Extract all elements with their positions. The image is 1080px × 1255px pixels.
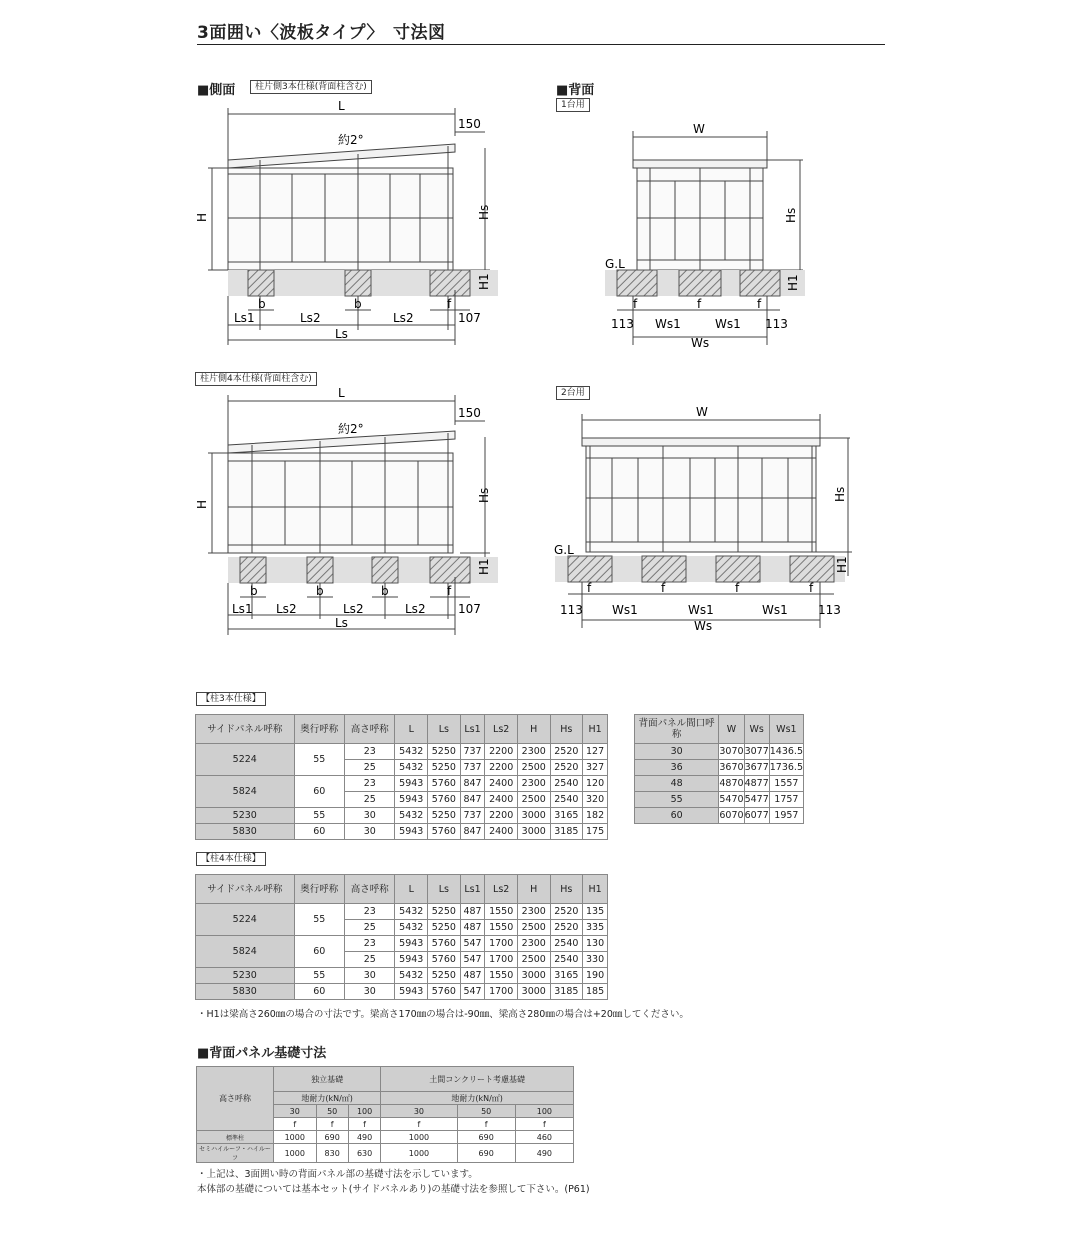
table-row [196, 824, 608, 840]
table-cell: 847 [460, 792, 485, 808]
side3-f-label: f [447, 297, 452, 311]
table-cell: 2300 [517, 904, 550, 920]
table-cell: 1700 [485, 984, 518, 1000]
table-cell: 6077 [744, 808, 769, 824]
table-cell: 1550 [485, 920, 518, 936]
table-cell: 690 [457, 1144, 515, 1163]
depth-cell: 60 [294, 776, 344, 808]
side4-Ls2b-label: Ls2 [343, 602, 364, 616]
table-cell: 3165 [550, 808, 583, 824]
side-view-4posts-drawing [190, 385, 510, 640]
back2-Hs-label: Hs [833, 486, 847, 502]
back-view-heading: ■背面 [556, 83, 595, 98]
table-cell: 36 [635, 760, 719, 776]
side3-Ls2a-label: Ls2 [300, 311, 321, 325]
side3-Ls1-label: Ls1 [234, 311, 255, 325]
table-cell: 3000 [517, 984, 550, 1000]
table-row [635, 808, 804, 824]
depth-cell: 60 [294, 936, 344, 968]
panel-name-cell: 5830 [196, 824, 295, 840]
table-cell: 547 [460, 984, 485, 1000]
depth-cell: 60 [294, 984, 344, 1000]
side4-150-label: 150 [458, 406, 481, 420]
table-cell: 487 [460, 968, 485, 984]
f-cell: f [348, 1118, 380, 1131]
table-foundation [196, 1066, 574, 1163]
slab-foundation-header: 土間コンクリート考慮基礎 [381, 1067, 574, 1092]
table-cell: 3670 [719, 760, 744, 776]
panel-name-cell: 5224 [196, 904, 295, 936]
back-view-2car-drawing [550, 398, 860, 640]
note-h1: ・H1は梁高さ260㎜の場合の寸法です。梁高さ170㎜の場合は-90㎜、梁高さ280㎜の場合は+20㎜してください。 [197, 1009, 689, 1020]
table-cell: 5432 [395, 808, 428, 824]
table-header-cell: H1 [583, 875, 608, 904]
table-cell: 190 [583, 968, 608, 984]
table-cell: 5943 [395, 776, 428, 792]
table-cell: 23 [345, 776, 395, 792]
side4-f-label: f [447, 584, 452, 598]
table-cell: 5943 [395, 952, 428, 968]
table-cell: 5943 [395, 792, 428, 808]
table-header-cell: 奥行呼称 [294, 715, 344, 744]
table-cell: 1757 [769, 792, 803, 808]
table-cell: 6070 [719, 808, 744, 824]
table-cell: 135 [583, 904, 608, 920]
table-cell: 1000 [274, 1144, 317, 1163]
side3-b2-label: b [354, 297, 362, 311]
table-cell: 3077 [744, 744, 769, 760]
table-cell: 2500 [517, 792, 550, 808]
depth-cell: 55 [294, 744, 344, 776]
title-divider [197, 44, 885, 45]
table-cell: 5477 [744, 792, 769, 808]
table-header-cell: W [719, 715, 744, 744]
table-cell: 30 [345, 968, 395, 984]
table-cell: 3070 [719, 744, 744, 760]
table-cell: 3000 [517, 824, 550, 840]
table-header-cell: 高さ呼称 [345, 875, 395, 904]
load-cell: 30 [274, 1105, 317, 1118]
table-row [196, 744, 608, 760]
table-row [196, 936, 608, 952]
bearing-header: 地耐力(kN/㎡) [274, 1092, 381, 1105]
table-header-cell: Ws [744, 715, 769, 744]
table-header-cell: 高さ呼称 [345, 715, 395, 744]
side3-Ls-label: Ls [335, 327, 348, 341]
table-cell: 23 [345, 744, 395, 760]
back2-Ws1a-label: Ws1 [612, 603, 638, 617]
table-header-cell: サイドパネル呼称 [196, 875, 295, 904]
back2-f4-label: f [809, 581, 814, 595]
table-cell: 2400 [485, 824, 518, 840]
table-cell: 5943 [395, 936, 428, 952]
table-cell: 23 [345, 904, 395, 920]
note-foundation-2: 本体部の基礎については基本セット(サイドパネルあり)の基礎寸法を参照して下さい。(P61) [197, 1184, 590, 1195]
back2-H1-label: H1 [835, 556, 849, 573]
table-row [196, 776, 608, 792]
back1-GL-label: G.L [605, 257, 625, 271]
table-header-cell: Ls1 [460, 715, 485, 744]
table-cell: 2200 [485, 808, 518, 824]
back1-113a-label: 113 [611, 317, 634, 331]
panel-name-cell: 5824 [196, 776, 295, 808]
table-cell: 182 [583, 808, 608, 824]
table-header-cell: サイドパネル呼称 [196, 715, 295, 744]
side4-b2-label: b [316, 584, 324, 598]
f-cell: f [381, 1118, 457, 1131]
table-cell: 5250 [428, 744, 461, 760]
table-4posts [195, 874, 608, 1000]
table-cell: 5943 [395, 824, 428, 840]
panel-name-cell: 5824 [196, 936, 295, 968]
table-cell: 23 [345, 936, 395, 952]
table-cell: 30 [635, 744, 719, 760]
f-cell: f [515, 1118, 573, 1131]
table-cell: 5760 [428, 936, 461, 952]
indep-foundation-header: 独立基礎 [274, 1067, 381, 1092]
back2-113b-label: 113 [818, 603, 841, 617]
back2-f3-label: f [735, 581, 740, 595]
back-tag-1car: 1台用 [556, 98, 590, 112]
table-cell: 490 [515, 1144, 573, 1163]
side4-Ls2c-label: Ls2 [405, 602, 426, 616]
table-cell: 1000 [381, 1144, 457, 1163]
load-cell: 50 [316, 1105, 348, 1118]
table-cell: 1700 [485, 936, 518, 952]
table-cell: 5432 [395, 904, 428, 920]
back1-113b-label: 113 [765, 317, 788, 331]
table-cell: 2500 [517, 760, 550, 776]
side3-b1-label: b [258, 297, 266, 311]
table-cell: 737 [460, 744, 485, 760]
side3-150-label: 150 [458, 117, 481, 131]
table-header-cell: Ls2 [485, 875, 518, 904]
table-cell: 2400 [485, 776, 518, 792]
page-title: 3面囲い〈波板タイプ〉 寸法図 [197, 23, 446, 43]
table-cell: 120 [583, 776, 608, 792]
back1-Ws1a-label: Ws1 [655, 317, 681, 331]
table-cell: 185 [583, 984, 608, 1000]
height-label-cell: 高さ呼称 [197, 1067, 274, 1131]
load-cell: 30 [381, 1105, 457, 1118]
side4-b1-label: b [250, 584, 258, 598]
table-cell: 5760 [428, 952, 461, 968]
back1-Hs-label: Hs [784, 207, 798, 223]
table-header-cell: Ls1 [460, 875, 485, 904]
table-header-cell: 奥行呼称 [294, 875, 344, 904]
table-header-cell: H [517, 715, 550, 744]
table-row [635, 776, 804, 792]
table-cell: 460 [515, 1131, 573, 1144]
table4-label: 【柱4本仕様】 [196, 852, 266, 866]
table-cell: 2540 [550, 952, 583, 968]
foundation-heading: ■背面パネル基礎寸法 [197, 1046, 327, 1061]
table-cell: 5432 [395, 968, 428, 984]
load-cell: 50 [457, 1105, 515, 1118]
side4-107-label: 107 [458, 602, 481, 616]
table-cell: 25 [345, 920, 395, 936]
table-cell: 1700 [485, 952, 518, 968]
table-cell: 335 [583, 920, 608, 936]
table-cell: 1000 [274, 1131, 317, 1144]
f-cell: f [316, 1118, 348, 1131]
table-cell: 1957 [769, 808, 803, 824]
side-tag-4posts: 柱片側4本仕様(背面柱含む) [195, 372, 317, 386]
table-cell: 630 [348, 1144, 380, 1163]
table-cell: 1550 [485, 904, 518, 920]
table-cell: 487 [460, 920, 485, 936]
side4-H1-label: H1 [477, 558, 491, 575]
table-cell: 1736.5 [769, 760, 803, 776]
table3-label: 【柱3本仕様】 [196, 692, 266, 706]
panel-name-cell: 5830 [196, 984, 295, 1000]
side-tag-3posts: 柱片側3本仕様(背面柱含む) [250, 80, 372, 94]
table-cell: 2520 [550, 904, 583, 920]
table-cell: 3677 [744, 760, 769, 776]
table-header-cell: L [395, 875, 428, 904]
back2-GL-label: G.L [554, 543, 574, 557]
side4-Ls-label: Ls [335, 616, 348, 630]
back2-f2-label: f [661, 581, 666, 595]
table-cell: 2400 [485, 792, 518, 808]
table-cell: 5943 [395, 984, 428, 1000]
table-cell: 490 [348, 1131, 380, 1144]
table-cell: 2300 [517, 744, 550, 760]
panel-name-cell: 5230 [196, 968, 295, 984]
table-header-row [196, 875, 608, 904]
panel-name-cell: 5230 [196, 808, 295, 824]
table-row [197, 1144, 574, 1163]
back1-Ws1b-label: Ws1 [715, 317, 741, 331]
side3-L-label: L [338, 100, 345, 113]
side4-angle-label: 約2° [338, 422, 364, 436]
table-header-cell: L [395, 715, 428, 744]
depth-cell: 55 [294, 808, 344, 824]
table-cell: 847 [460, 776, 485, 792]
side-view-3posts-drawing [190, 100, 510, 360]
table-row [635, 792, 804, 808]
table-header-cell: Hs [550, 715, 583, 744]
row-name-cell: 標準柱 [197, 1131, 274, 1144]
table-cell: 2300 [517, 776, 550, 792]
table-cell: 3185 [550, 824, 583, 840]
note-foundation-1: ・上記は、3面囲い時の背面パネル部の基礎寸法を示しています。 [197, 1169, 478, 1180]
table-cell: 5760 [428, 984, 461, 1000]
table-cell: 25 [345, 760, 395, 776]
panel-name-cell: 5224 [196, 744, 295, 776]
depth-cell: 55 [294, 904, 344, 936]
table-header-cell: H1 [583, 715, 608, 744]
table-row [635, 760, 804, 776]
table-cell: 2500 [517, 920, 550, 936]
table-cell: 690 [316, 1131, 348, 1144]
table-cell: 5760 [428, 776, 461, 792]
side3-Hs-label: Hs [477, 204, 491, 220]
table-cell: 5250 [428, 808, 461, 824]
table-cell: 2200 [485, 744, 518, 760]
back1-f2-label: f [697, 297, 702, 311]
table-cell: 60 [635, 808, 719, 824]
table-cell: 5432 [395, 744, 428, 760]
table-cell: 5250 [428, 760, 461, 776]
side3-107-label: 107 [458, 311, 481, 325]
table-row [196, 808, 608, 824]
back1-Ws-label: Ws [691, 336, 710, 350]
depth-cell: 60 [294, 824, 344, 840]
load-cell: 100 [515, 1105, 573, 1118]
table-cell: 320 [583, 792, 608, 808]
back1-W-label: W [693, 122, 705, 136]
back2-Ws1c-label: Ws1 [762, 603, 788, 617]
table-cell: 2500 [517, 952, 550, 968]
table-cell: 5760 [428, 792, 461, 808]
table-cell: 175 [583, 824, 608, 840]
side4-Ls1-label: Ls1 [232, 602, 253, 616]
table-cell: 127 [583, 744, 608, 760]
table-cell: 1557 [769, 776, 803, 792]
table-cell: 5432 [395, 760, 428, 776]
back1-f3-label: f [757, 297, 762, 311]
table-cell: 2200 [485, 760, 518, 776]
back2-Ws1b-label: Ws1 [688, 603, 714, 617]
side4-Ls2a-label: Ls2 [276, 602, 297, 616]
table-cell: 25 [345, 792, 395, 808]
table-cell: 5760 [428, 824, 461, 840]
table-cell: 48 [635, 776, 719, 792]
table-row [197, 1131, 574, 1144]
table-back-panel [634, 714, 804, 824]
table-cell: 5250 [428, 904, 461, 920]
table-cell: 5250 [428, 968, 461, 984]
side4-b3-label: b [381, 584, 389, 598]
table-cell: 5250 [428, 920, 461, 936]
table-header-cell: Ws1 [769, 715, 803, 744]
table-cell: 1550 [485, 968, 518, 984]
table-cell: 4870 [719, 776, 744, 792]
table-cell: 737 [460, 808, 485, 824]
table-cell: 4877 [744, 776, 769, 792]
table-cell: 5470 [719, 792, 744, 808]
table-cell: 3185 [550, 984, 583, 1000]
table-cell: 55 [635, 792, 719, 808]
table-cell: 25 [345, 952, 395, 968]
side4-Hs-label: Hs [477, 487, 491, 503]
f-cell: f [274, 1118, 317, 1131]
table-cell: 130 [583, 936, 608, 952]
table-cell: 3000 [517, 808, 550, 824]
side-view-heading: ■側面 [197, 83, 236, 98]
table-cell: 2520 [550, 744, 583, 760]
table-header-cell: 背面パネル間口呼称 [635, 715, 719, 744]
depth-cell: 55 [294, 968, 344, 984]
table-header-cell: Hs [550, 875, 583, 904]
side3-H1-label: H1 [477, 273, 491, 290]
table-cell: 3165 [550, 968, 583, 984]
table-cell: 2540 [550, 936, 583, 952]
table-cell: 547 [460, 936, 485, 952]
row-name-cell: セミハイルーフ・ハイルーフ [197, 1144, 274, 1163]
back2-W-label: W [696, 405, 708, 419]
table-cell: 737 [460, 760, 485, 776]
table-cell: 30 [345, 984, 395, 1000]
side3-Ls2b-label: Ls2 [393, 311, 414, 325]
back2-Ws-label: Ws [694, 619, 713, 633]
table-cell: 690 [457, 1131, 515, 1144]
load-cell: 100 [348, 1105, 380, 1118]
table-cell: 2540 [550, 792, 583, 808]
table-row [196, 968, 608, 984]
side4-H-label: H [195, 499, 209, 509]
table-cell: 487 [460, 904, 485, 920]
table-header-cell: H [517, 875, 550, 904]
table-row [196, 984, 608, 1000]
table-cell: 1000 [381, 1131, 457, 1144]
table-cell: 327 [583, 760, 608, 776]
side3-angle-label: 約2° [338, 133, 364, 147]
table-header-cell: Ls2 [485, 715, 518, 744]
f-cell: f [457, 1118, 515, 1131]
table-row [635, 744, 804, 760]
table-row [196, 904, 608, 920]
table-cell: 30 [345, 824, 395, 840]
table-cell: 330 [583, 952, 608, 968]
back2-f1-label: f [587, 581, 592, 595]
back2-113a-label: 113 [560, 603, 583, 617]
table-cell: 830 [316, 1144, 348, 1163]
back1-f1-label: f [633, 297, 638, 311]
table-cell: 2520 [550, 920, 583, 936]
table-cell: 2300 [517, 936, 550, 952]
table-header-row [196, 715, 608, 744]
table-cell: 3000 [517, 968, 550, 984]
back-view-1car-drawing [595, 115, 815, 360]
side4-L-label: L [338, 386, 345, 400]
table-cell: 30 [345, 808, 395, 824]
table-3posts [195, 714, 608, 840]
table-header-cell: Ls [428, 875, 461, 904]
back1-H1-label: H1 [786, 274, 800, 291]
table-cell: 2540 [550, 776, 583, 792]
table-cell: 547 [460, 952, 485, 968]
table-cell: 1436.5 [769, 744, 803, 760]
table-cell: 5432 [395, 920, 428, 936]
table-cell: 2520 [550, 760, 583, 776]
bearing-header: 地耐力(kN/㎡) [381, 1092, 574, 1105]
table-cell: 847 [460, 824, 485, 840]
side3-H-label: H [195, 212, 209, 222]
table-header-cell: Ls [428, 715, 461, 744]
back-tag-2car: 2台用 [556, 386, 590, 400]
table-header-row [635, 715, 804, 744]
